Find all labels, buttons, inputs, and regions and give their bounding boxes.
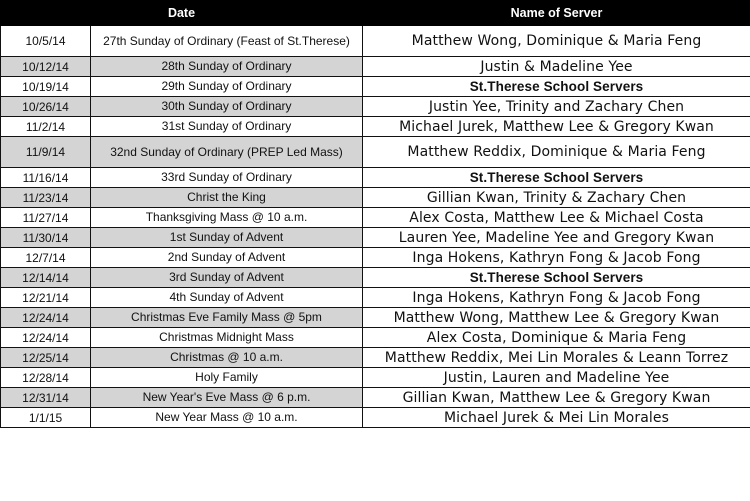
date-cell: 12/31/14 [1, 388, 91, 408]
date-cell: 11/27/14 [1, 208, 91, 228]
table-row [1, 388, 750, 408]
date-column-header: Date [1, 1, 363, 26]
occasion-cell: Christmas @ 10 a.m. [91, 348, 363, 368]
servers-cell: Matthew Wong, Matthew Lee & Gregory Kwan [363, 308, 750, 328]
occasion-cell: New Year Mass @ 10 a.m. [91, 408, 363, 428]
table-row [1, 408, 750, 428]
occasion-cell: Christ the King [91, 188, 363, 208]
servers-cell: St.Therese School Servers [363, 168, 750, 188]
date-cell: 10/26/14 [1, 97, 91, 117]
server-column-header: Name of Server [363, 1, 750, 26]
header-row [1, 1, 750, 26]
servers-cell: Inga Hokens, Kathryn Fong & Jacob Fong [363, 288, 750, 308]
date-cell: 10/19/14 [1, 77, 91, 97]
occasion-cell: Christmas Midnight Mass [91, 328, 363, 348]
date-cell: 11/2/14 [1, 117, 91, 137]
table-row [1, 57, 750, 77]
table-row [1, 137, 750, 168]
servers-cell: Justin, Lauren and Madeline Yee [363, 368, 750, 388]
table-row [1, 97, 750, 117]
table-row [1, 168, 750, 188]
servers-cell: Matthew Reddix, Mei Lin Morales & Leann Torrez [363, 348, 750, 368]
occasion-cell: Holy Family [91, 368, 363, 388]
servers-cell: Alex Costa, Dominique & Maria Feng [363, 328, 750, 348]
table-row [1, 368, 750, 388]
servers-cell: Justin & Madeline Yee [363, 57, 750, 77]
servers-cell: St.Therese School Servers [363, 268, 750, 288]
date-cell: 12/24/14 [1, 328, 91, 348]
servers-cell: Michael Jurek, Matthew Lee & Gregory Kwan [363, 117, 750, 137]
occasion-cell: 27th Sunday of Ordinary (Feast of St.Therese) [91, 26, 363, 57]
table-row [1, 268, 750, 288]
table-row [1, 26, 750, 57]
occasion-cell: 33rd Sunday of Ordinary [91, 168, 363, 188]
date-cell: 12/25/14 [1, 348, 91, 368]
occasion-cell: 31st Sunday of Ordinary [91, 117, 363, 137]
occasion-cell: Thanksgiving Mass @ 10 a.m. [91, 208, 363, 228]
schedule-rows [1, 26, 750, 428]
servers-cell: St.Therese School Servers [363, 77, 750, 97]
servers-cell: Inga Hokens, Kathryn Fong & Jacob Fong [363, 248, 750, 268]
date-cell: 11/9/14 [1, 137, 91, 168]
servers-cell: Lauren Yee, Madeline Yee and Gregory Kwan [363, 228, 750, 248]
table-row [1, 117, 750, 137]
table-row [1, 208, 750, 228]
date-cell: 12/21/14 [1, 288, 91, 308]
servers-cell: Alex Costa, Matthew Lee & Michael Costa [363, 208, 750, 228]
occasion-cell: 4th Sunday of Advent [91, 288, 363, 308]
table-row [1, 248, 750, 268]
occasion-cell: 28th Sunday of Ordinary [91, 57, 363, 77]
table-row [1, 348, 750, 368]
table-row [1, 288, 750, 308]
occasion-cell: 30th Sunday of Ordinary [91, 97, 363, 117]
occasion-cell: 1st Sunday of Advent [91, 228, 363, 248]
table-row [1, 328, 750, 348]
date-cell: 12/24/14 [1, 308, 91, 328]
occasion-cell: 29th Sunday of Ordinary [91, 77, 363, 97]
occasion-cell: 2nd Sunday of Advent [91, 248, 363, 268]
occasion-cell: Christmas Eve Family Mass @ 5pm [91, 308, 363, 328]
date-cell: 11/16/14 [1, 168, 91, 188]
servers-cell: Gillian Kwan, Matthew Lee & Gregory Kwan [363, 388, 750, 408]
servers-cell: Matthew Reddix, Dominique & Maria Feng [363, 137, 750, 168]
occasion-cell: 32nd Sunday of Ordinary (PREP Led Mass) [91, 137, 363, 168]
date-cell: 10/5/14 [1, 26, 91, 57]
servers-cell: Gillian Kwan, Trinity & Zachary Chen [363, 188, 750, 208]
servers-cell: Justin Yee, Trinity and Zachary Chen [363, 97, 750, 117]
date-cell: 11/23/14 [1, 188, 91, 208]
table-row [1, 188, 750, 208]
date-cell: 1/1/15 [1, 408, 91, 428]
servers-cell: Michael Jurek & Mei Lin Morales [363, 408, 750, 428]
date-cell: 10/12/14 [1, 57, 91, 77]
servers-cell: Matthew Wong, Dominique & Maria Feng [363, 26, 750, 57]
date-cell: 12/7/14 [1, 248, 91, 268]
date-cell: 12/28/14 [1, 368, 91, 388]
table-row [1, 228, 750, 248]
date-cell: 12/14/14 [1, 268, 91, 288]
date-cell: 11/30/14 [1, 228, 91, 248]
occasion-cell: 3rd Sunday of Advent [91, 268, 363, 288]
occasion-cell: New Year's Eve Mass @ 6 p.m. [91, 388, 363, 408]
table-row [1, 77, 750, 97]
table-row [1, 308, 750, 328]
